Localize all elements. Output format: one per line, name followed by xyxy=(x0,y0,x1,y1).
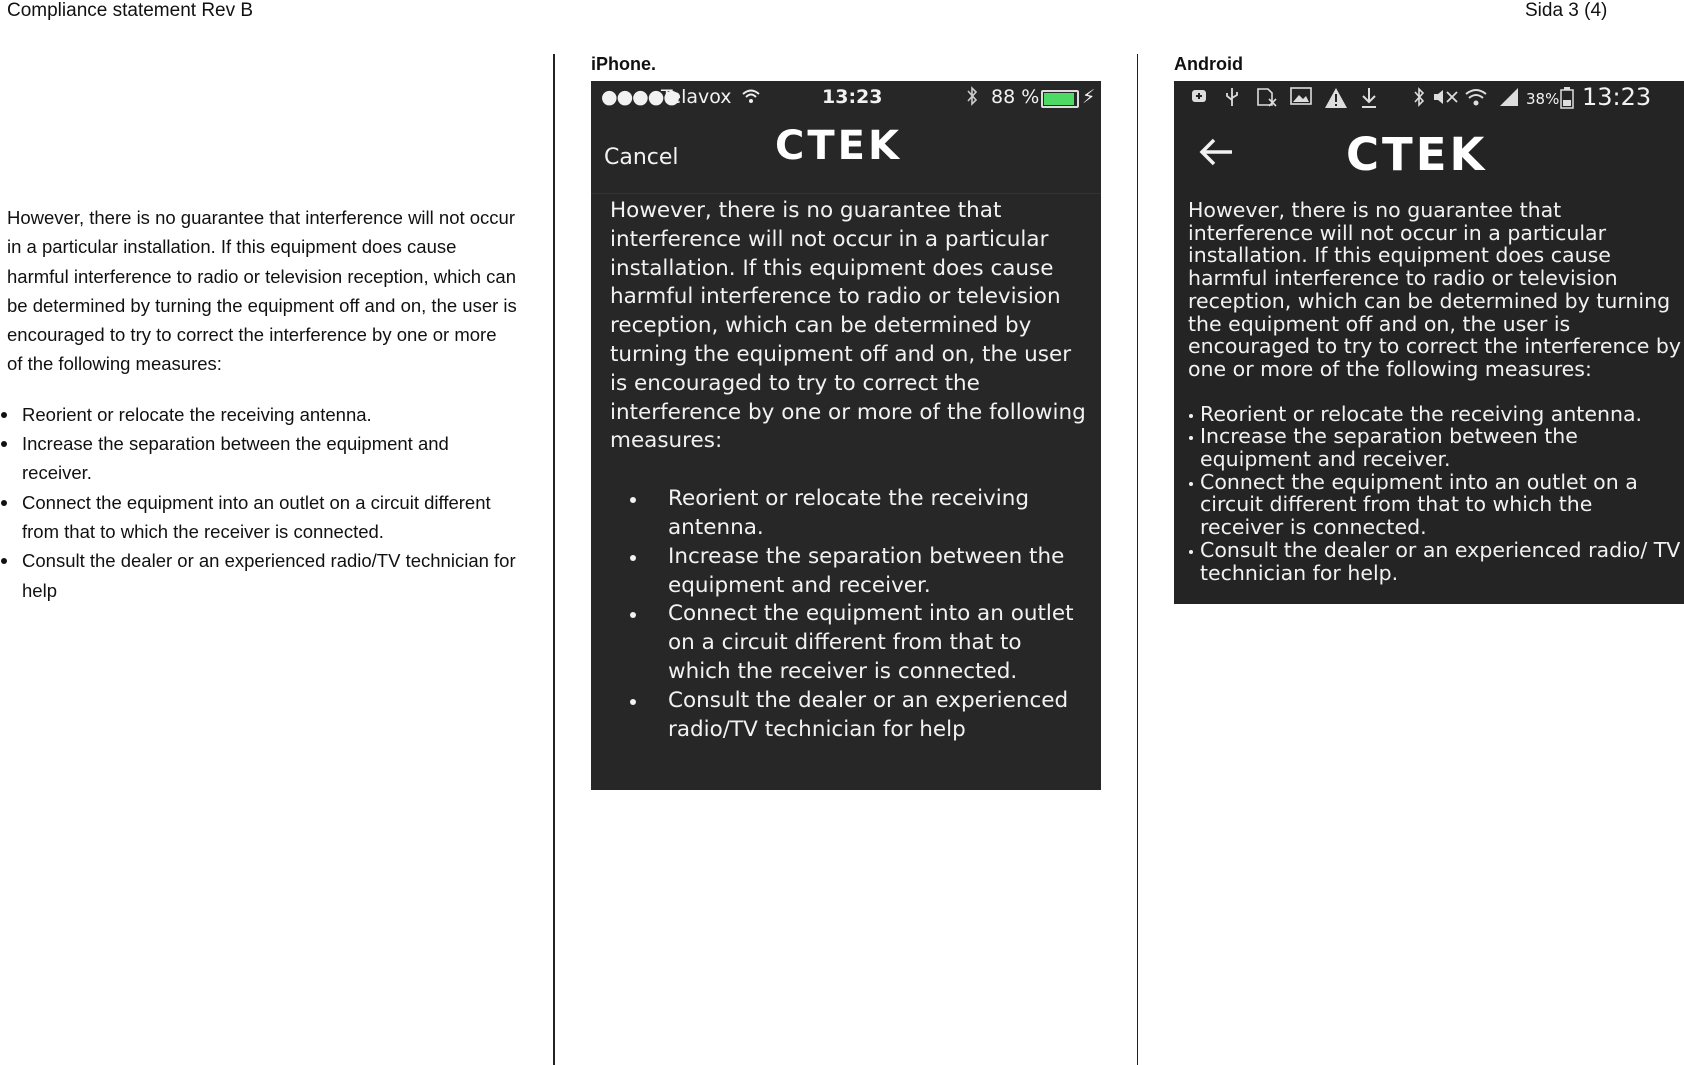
bullet-icon xyxy=(1,558,7,564)
battery-percent: 38% xyxy=(1526,90,1560,108)
usb-icon xyxy=(1224,87,1240,112)
bullet-icon xyxy=(630,612,636,618)
bluetooth-icon xyxy=(965,86,979,111)
signal-strength: ●●●●● xyxy=(601,86,679,108)
battery-icon xyxy=(1041,90,1079,108)
carrier-name: Telavox xyxy=(661,86,732,108)
compliance-paragraph: However, there is no guarantee that interference will not occur in a particular installation. If this equipment does cause harmful interference to radio or television reception, which can be determined by turning the equipment off and on, the user is encouraged to try to correct the interference by one or more of the following measures: xyxy=(7,207,517,375)
download-icon xyxy=(1360,87,1378,114)
warning-icon xyxy=(1324,87,1348,114)
bullet-icon xyxy=(630,699,636,705)
image-icon xyxy=(1290,87,1312,110)
bullet-icon xyxy=(1189,436,1193,440)
bullet-icon xyxy=(1,412,7,418)
cell-signal-icon xyxy=(1498,87,1520,112)
bullet-icon xyxy=(1189,482,1193,486)
ios-status-bar xyxy=(591,81,1101,115)
battery-icon xyxy=(1560,87,1574,114)
mute-icon xyxy=(1432,87,1460,112)
charging-icon: ⚡ xyxy=(1082,86,1096,108)
list-item: Reorient or relocate the receiving antenna. xyxy=(1188,403,1682,426)
compliance-text xyxy=(7,203,517,605)
bullet-icon xyxy=(1,500,7,506)
ios-content xyxy=(610,197,1090,744)
document-title: Compliance statement Rev B xyxy=(7,0,254,21)
bullet-icon xyxy=(1189,550,1193,554)
page-number: Sida 3 (4) xyxy=(1525,0,1608,21)
list-item: Increase the separation between the equipment and receiver. xyxy=(610,543,1090,601)
no-sim-icon xyxy=(1256,87,1278,112)
ctek-logo: CTEK xyxy=(775,123,902,169)
measures-list xyxy=(0,400,517,605)
column-divider xyxy=(1137,54,1138,1065)
bullet-icon xyxy=(630,555,636,561)
status-time: 13:23 xyxy=(822,86,883,108)
bluetooth-icon xyxy=(1412,87,1426,112)
android-nav-bar xyxy=(1174,117,1684,197)
bullet-icon xyxy=(630,497,636,503)
column-divider xyxy=(553,54,555,1065)
ctek-logo: CTEK xyxy=(1346,128,1488,181)
measures-list xyxy=(1188,403,1682,585)
ios-nav-bar xyxy=(591,115,1101,194)
list-item: Consult the dealer or an experienced radio/TV technician for help xyxy=(0,546,517,605)
notification-icon xyxy=(1190,87,1208,110)
list-item: Reorient or relocate the receiving antenna. xyxy=(0,400,517,429)
battery-percent: 88 % xyxy=(991,86,1040,108)
list-item: Reorient or relocate the receiving antenna. xyxy=(610,485,1090,543)
wifi-icon xyxy=(1464,87,1488,112)
android-screenshot xyxy=(1174,81,1684,604)
bullet-icon xyxy=(1189,414,1193,418)
list-item: Connect the equipment into an outlet on a circuit different from that to which the receiver is connected. xyxy=(610,600,1090,686)
list-item: Consult the dealer or an experienced radio/TV technician for help xyxy=(610,687,1090,745)
status-time: 13:23 xyxy=(1582,83,1652,111)
measures-list xyxy=(610,485,1090,744)
bullet-icon xyxy=(1,441,7,447)
list-item: Connect the equipment into an outlet on a circuit different from that to which the receiver is connected. xyxy=(0,488,517,547)
cancel-button[interactable]: Cancel xyxy=(604,145,679,170)
wifi-icon xyxy=(741,87,761,109)
iphone-screenshot xyxy=(591,81,1101,790)
list-item: Increase the separation between the equipment and receiver. xyxy=(1188,425,1682,470)
back-arrow-icon[interactable] xyxy=(1198,131,1234,177)
compliance-paragraph: However, there is no guarantee that interference will not occur in a particular installation. If this equipment does cause harmful interference to radio or television reception, which can be determined by turning the equipment off and on, the user is encouraged to try to correct the interference by one or more of the following measures: xyxy=(610,198,1086,454)
list-item: Increase the separation between the equipment and receiver. xyxy=(0,429,517,488)
list-item: Consult the dealer or an experienced radio/ TV technician for help. xyxy=(1188,539,1682,584)
android-content xyxy=(1188,199,1682,584)
iphone-label: iPhone. xyxy=(591,54,657,74)
android-status-bar xyxy=(1174,81,1684,117)
compliance-paragraph: However, there is no guarantee that interference will not occur in a particular installation. If this equipment does cause harmful interference to radio or television reception, which can be determined by turning the equipment off and on, the user is encouraged to try to correct the interference by one or more of the following measures: xyxy=(1188,198,1682,381)
android-label: Android xyxy=(1174,54,1243,74)
list-item: Connect the equipment into an outlet on a circuit different from that to which the receiver is connected. xyxy=(1188,471,1682,539)
